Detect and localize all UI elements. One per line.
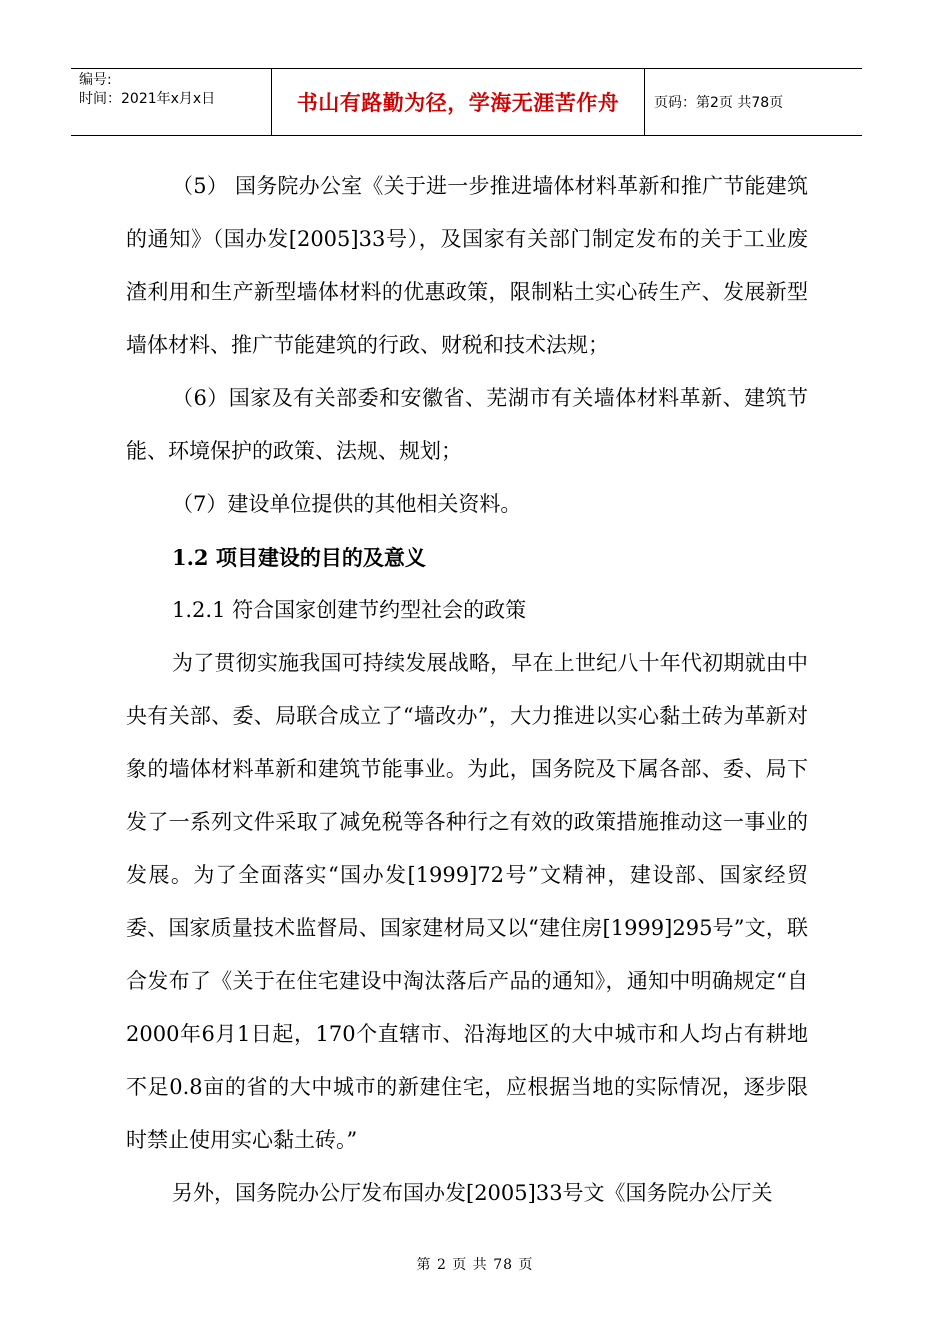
paragraph-item-7: （7）建设单位提供的其他相关资料。 [172, 492, 522, 516]
page-footer: 第 2 页 共 78 页 [416, 1257, 534, 1273]
section-heading-1-2: 1.2 项目建设的目的及意义 [172, 545, 426, 570]
page-header [71, 68, 862, 136]
document-number-label: 编号: [79, 72, 112, 88]
header-motto: 书山有路勤为径，学海无涯苦作舟 [272, 69, 645, 135]
header-page-info: 页码：第2页 共78页 [654, 95, 784, 111]
subsection-heading-1-2-1: 1.2.1 符合国家创建节约型社会的政策 [172, 598, 527, 622]
paragraph-item-5: （5） 国务院办公室《关于进一步推进墙体材料革新和推广节能建筑的通知》（国办发[2005]33号），及国家有关部门制定发布的关于工业废渣利用和生产新型墙体材料的优惠政策，限制粘土实心砖生产、发展新型墙体材料、推广节能建筑的行政、财税和技术法规； [126, 174, 808, 357]
paragraph-additional: 另外，国务院办公厅发布国办发[2005]33号文《国务院办公厅关 [172, 1181, 773, 1205]
paragraph-policy-history: 为了贯彻实施我国可持续发展战略，早在上世纪八十年代初期就由中央有关部、委、局联合成立了“墙改办”，大力推进以实心黏土砖为革新对象的墙体材料革新和建筑节能事业。为此，国务院及下属各部、委、局下发了一系列文件采取了减免税等各种行之有效的政策措施推动这一事业的发展。为了全面落实“国办发[1999]72号”文精神，建设部、国家经贸委、国家质量技术监督局、国家建材局又以“建住房[1999]295号”文，联合发布了《关于在住宅建设中淘汰落后产品的通知》，通知中明确规定“自2000年6月1日起，170个直辖市、沿海地区的大中城市和人均占有耕地不足0.8亩的省的大中城市的新建住宅，应根据当地的实际情况，逐步限时禁止使用实心黏土砖。” [126, 651, 808, 1152]
document-body [126, 160, 808, 1220]
header-meta [71, 69, 272, 135]
document-time-label: 时间：2021年x月x日 [79, 91, 216, 107]
paragraph-item-6: （6）国家及有关部委和安徽省、芜湖市有关墙体材料革新、建筑节能、环境保护的政策、法规、规划； [126, 386, 808, 463]
